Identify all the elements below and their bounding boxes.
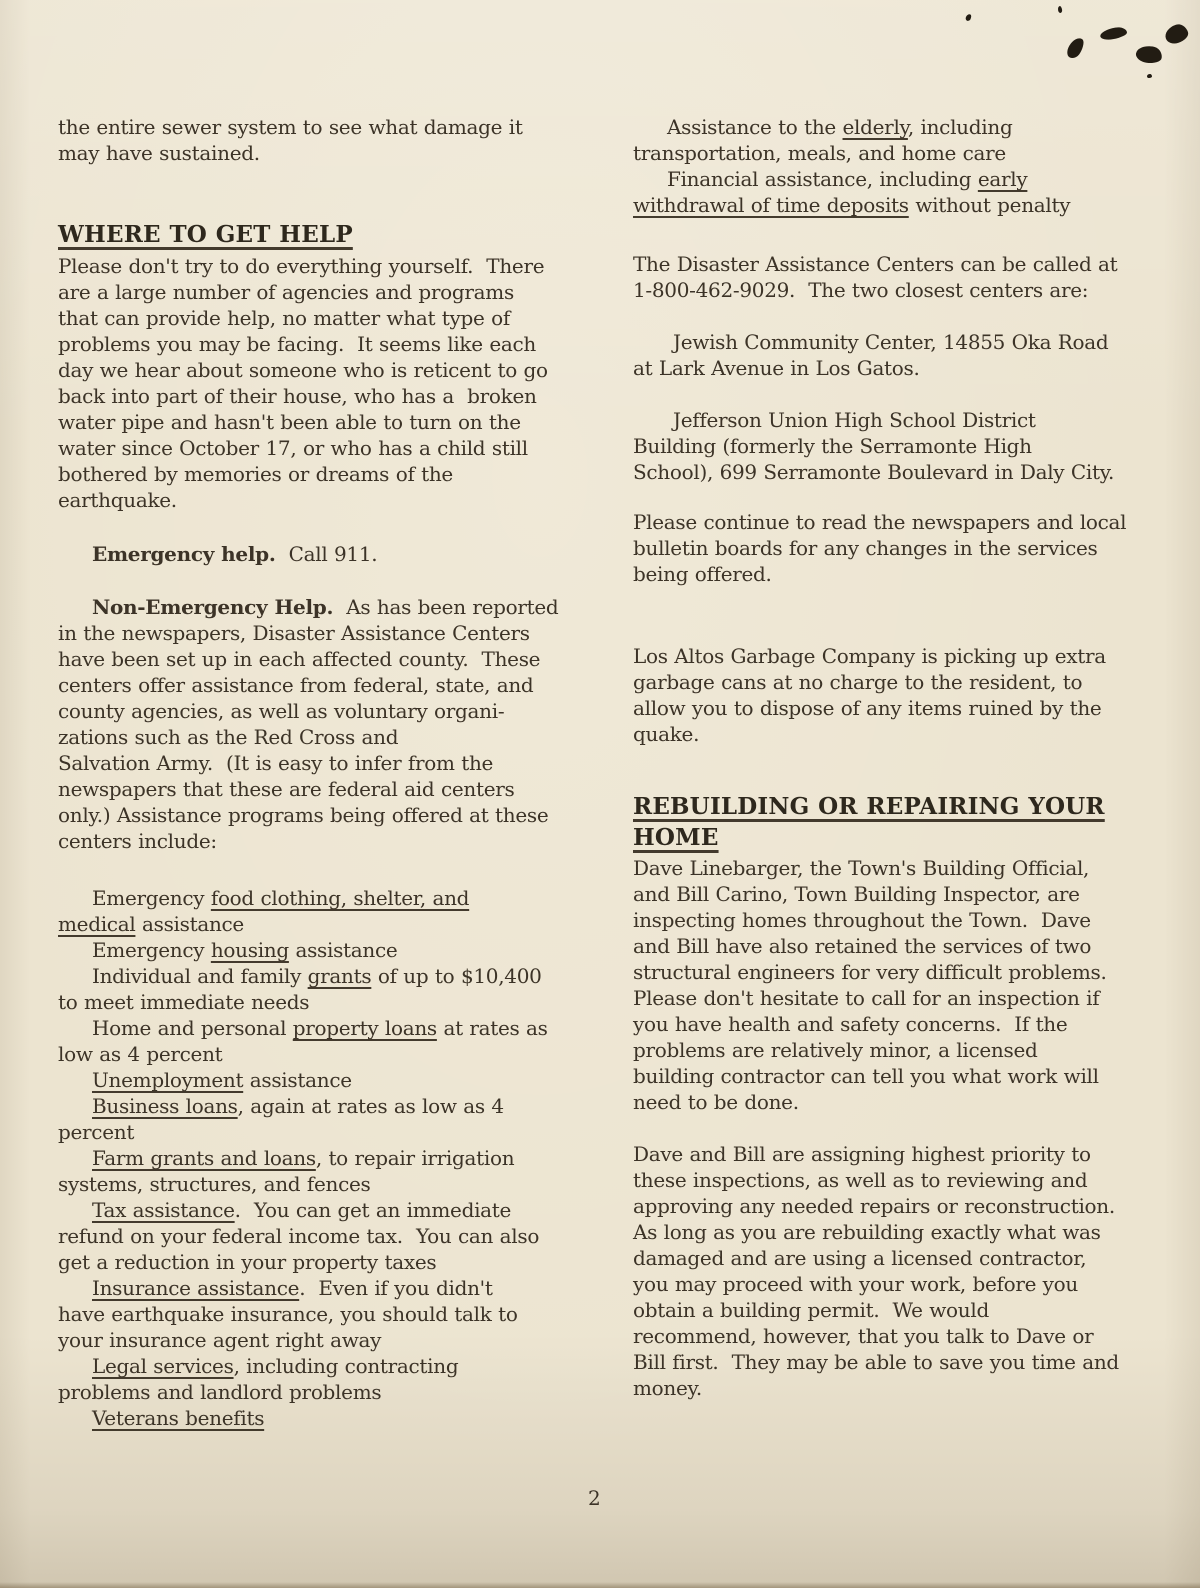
text-line bbox=[633, 907, 1148, 933]
text-segment: problems and landlord problems bbox=[58, 1380, 382, 1404]
text-segment: assistance bbox=[243, 1068, 352, 1092]
text-line bbox=[633, 1375, 1148, 1401]
text-segment: of up to $10,400 bbox=[371, 964, 542, 988]
text-segment: As has been reported bbox=[333, 595, 559, 619]
text-segment: need to be done. bbox=[633, 1090, 799, 1114]
text-segment: you may proceed with your work, before you bbox=[633, 1272, 1079, 1296]
section-heading-rebuilding bbox=[633, 791, 1148, 853]
text-line bbox=[633, 791, 1148, 822]
underlined-text: WHERE TO GET HELP bbox=[58, 221, 353, 248]
text-segment: Call 911. bbox=[275, 542, 378, 566]
text-line bbox=[58, 253, 606, 279]
text-line bbox=[58, 1405, 606, 1431]
text-segment: assistance bbox=[135, 912, 244, 936]
text-segment: assistance bbox=[288, 938, 398, 962]
text-segment: water since October 17, or who has a child still bbox=[58, 436, 528, 460]
text-segment: your insurance agent right away bbox=[58, 1328, 382, 1352]
text-segment: to meet immediate needs bbox=[58, 990, 310, 1014]
text-segment: problems are relatively minor, a licensed bbox=[633, 1038, 1038, 1062]
text-line bbox=[633, 114, 1148, 140]
text-segment: Bill first. They may be able to save you time and bbox=[633, 1350, 1119, 1374]
paragraph-dave-linebarger bbox=[633, 855, 1148, 1115]
text-line bbox=[58, 989, 606, 1015]
text-segment: As long as you are rebuilding exactly what was bbox=[633, 1220, 1101, 1244]
text-line bbox=[633, 985, 1148, 1011]
text-line bbox=[58, 1275, 606, 1301]
text-line bbox=[58, 541, 606, 567]
underlined-text: withdrawal of time deposits bbox=[633, 193, 909, 217]
paragraph-continue-reading bbox=[633, 509, 1148, 587]
text-line bbox=[58, 1015, 606, 1041]
underlined-text: early bbox=[977, 167, 1028, 191]
text-line bbox=[633, 561, 1148, 587]
text-line bbox=[58, 1067, 606, 1093]
left-column bbox=[58, 114, 606, 1431]
text-line bbox=[58, 1379, 606, 1405]
underlined-text: Legal services bbox=[92, 1354, 234, 1378]
text-line bbox=[58, 435, 606, 461]
text-segment: Non-Emergency Help. bbox=[92, 595, 334, 619]
text-segment: Please don't try to do everything yourself. There bbox=[58, 254, 545, 278]
paragraph-non-emergency-help bbox=[58, 594, 606, 854]
text-segment: approving any needed repairs or reconstruction. bbox=[633, 1194, 1115, 1218]
text-segment: School), 699 Serramonte Boulevard in Daly City. bbox=[633, 460, 1115, 484]
text-segment: the entire sewer system to see what damage it bbox=[58, 115, 523, 139]
text-segment: county agencies, as well as voluntary organi- bbox=[58, 699, 505, 723]
text-segment: . Even if you didn't bbox=[299, 1276, 493, 1300]
text-line bbox=[633, 166, 1148, 192]
text-line bbox=[58, 1249, 606, 1275]
paragraph-jewish-community-center bbox=[633, 329, 1148, 381]
text-line bbox=[633, 933, 1148, 959]
text-line bbox=[633, 535, 1148, 561]
text-line bbox=[58, 911, 606, 937]
text-line bbox=[633, 1011, 1148, 1037]
underlined-text: HOME bbox=[633, 824, 719, 851]
text-segment: , including contracting bbox=[233, 1354, 459, 1378]
text-segment: building contractor can tell you what work will bbox=[633, 1064, 1099, 1088]
underlined-text: Unemployment bbox=[92, 1068, 244, 1092]
text-segment: earthquake. bbox=[58, 488, 177, 512]
text-segment: newspapers that these are federal aid centers bbox=[58, 777, 515, 801]
text-segment: , to repair irrigation bbox=[315, 1146, 515, 1170]
text-segment: Assistance to the bbox=[667, 115, 843, 139]
text-line bbox=[633, 251, 1148, 277]
text-line bbox=[633, 1167, 1148, 1193]
text-segment: damaged and are using a licensed contractor, bbox=[633, 1246, 1087, 1270]
text-line bbox=[58, 114, 606, 140]
text-segment: quake. bbox=[633, 722, 700, 746]
text-line bbox=[633, 1219, 1148, 1245]
paragraph-emergency-help bbox=[58, 541, 606, 567]
text-line bbox=[58, 331, 606, 357]
text-segment: Jewish Community Center, 14855 Oka Road bbox=[673, 330, 1109, 354]
text-segment: at Lark Avenue in Los Gatos. bbox=[633, 356, 920, 380]
text-segment: low as 4 percent bbox=[58, 1042, 223, 1066]
text-line bbox=[633, 1245, 1148, 1271]
text-line bbox=[633, 1089, 1148, 1115]
text-segment: Emergency bbox=[92, 886, 211, 910]
text-line bbox=[633, 669, 1148, 695]
ink-speck bbox=[1057, 6, 1062, 14]
text-segment: Building (formerly the Serramonte High bbox=[633, 434, 1032, 458]
text-segment: day we hear about someone who is reticent to go bbox=[58, 358, 548, 382]
underlined-text: property loans bbox=[292, 1016, 437, 1040]
text-segment: you have health and safety concerns. If the bbox=[633, 1012, 1068, 1036]
text-line bbox=[58, 963, 606, 989]
text-segment: that can provide help, no matter what type of bbox=[58, 306, 510, 330]
text-line bbox=[58, 1301, 606, 1327]
text-line bbox=[633, 1063, 1148, 1089]
text-segment: Please continue to read the newspapers and local bbox=[633, 510, 1127, 534]
text-line bbox=[58, 1197, 606, 1223]
text-segment: bothered by memories or dreams of the bbox=[58, 462, 453, 486]
paragraph-jefferson-union bbox=[633, 407, 1148, 485]
text-segment: garbage cans at no charge to the resident, to bbox=[633, 670, 1083, 694]
text-segment: obtain a building permit. We would bbox=[633, 1298, 989, 1322]
text-segment: . You can get an immediate bbox=[234, 1198, 512, 1222]
text-segment: being offered. bbox=[633, 562, 772, 586]
text-line bbox=[58, 1171, 606, 1197]
text-line bbox=[58, 828, 606, 854]
text-segment: zations such as the Red Cross and bbox=[58, 725, 399, 749]
text-line bbox=[58, 305, 606, 331]
text-segment: recommend, however, that you talk to Dave or bbox=[633, 1324, 1094, 1348]
text-segment: money. bbox=[633, 1376, 702, 1400]
page-number: 2 bbox=[588, 1486, 601, 1510]
text-line bbox=[633, 959, 1148, 985]
underlined-text: Farm grants and loans bbox=[92, 1146, 316, 1170]
ink-speck bbox=[1147, 74, 1152, 78]
text-line bbox=[58, 140, 606, 166]
underlined-text: grants bbox=[307, 964, 372, 988]
text-segment: , again at rates as low as 4 bbox=[237, 1094, 504, 1118]
text-segment: problems you may be facing. It seems like each bbox=[58, 332, 536, 356]
text-segment: transportation, meals, and home care bbox=[633, 141, 1006, 165]
text-line bbox=[633, 459, 1148, 485]
text-segment: The Disaster Assistance Centers can be called at bbox=[633, 252, 1118, 276]
underlined-text: Insurance assistance bbox=[92, 1276, 300, 1300]
text-line bbox=[633, 855, 1148, 881]
text-segment: structural engineers for very difficult problems. bbox=[633, 960, 1107, 984]
text-line bbox=[58, 594, 606, 620]
text-line bbox=[58, 620, 606, 646]
underlined-text: REBUILDING OR REPAIRING YOUR bbox=[633, 793, 1105, 820]
paragraph-highest-priority bbox=[633, 1141, 1148, 1401]
text-line bbox=[633, 695, 1148, 721]
paragraph-dac-phone bbox=[633, 251, 1148, 303]
text-segment: Emergency bbox=[92, 938, 211, 962]
text-line bbox=[58, 802, 606, 828]
text-segment: water pipe and hasn't been able to turn on the bbox=[58, 410, 521, 434]
list-assistance-programs bbox=[58, 885, 606, 1431]
text-segment: centers include: bbox=[58, 829, 217, 853]
text-line bbox=[58, 1327, 606, 1353]
paragraph-sewer bbox=[58, 114, 606, 166]
text-segment: Home and personal bbox=[92, 1016, 293, 1040]
text-line bbox=[633, 329, 1148, 355]
underlined-text: housing bbox=[210, 938, 289, 962]
text-line bbox=[633, 407, 1148, 433]
text-segment: refund on your federal income tax. You can also bbox=[58, 1224, 540, 1248]
text-segment: , including bbox=[907, 115, 1013, 139]
text-line bbox=[633, 1141, 1148, 1167]
underlined-text: Business loans bbox=[92, 1094, 238, 1118]
text-segment: only.) Assistance programs being offered at these bbox=[58, 803, 549, 827]
text-segment: centers offer assistance from federal, state, and bbox=[58, 673, 534, 697]
text-segment: have been set up in each affected county. These bbox=[58, 647, 541, 671]
text-segment: Salvation Army. (It is easy to infer from the bbox=[58, 751, 494, 775]
text-line bbox=[633, 881, 1148, 907]
text-line bbox=[633, 643, 1148, 669]
text-segment: inspecting homes throughout the Town. Dave bbox=[633, 908, 1091, 932]
text-line bbox=[633, 355, 1148, 381]
text-line bbox=[633, 192, 1148, 218]
ink-speck bbox=[1135, 44, 1163, 64]
text-segment: and Bill Carino, Town Building Inspector, are bbox=[633, 882, 1080, 906]
text-line bbox=[58, 776, 606, 802]
text-line bbox=[58, 383, 606, 409]
text-segment: 1-800-462-9029. The two closest centers are: bbox=[633, 278, 1089, 302]
text-segment: Please don't hesitate to call for an inspection if bbox=[633, 986, 1100, 1010]
text-segment: Jefferson Union High School District bbox=[673, 408, 1036, 432]
text-segment: in the newspapers, Disaster Assistance Centers bbox=[58, 621, 530, 645]
text-line bbox=[58, 646, 606, 672]
text-line bbox=[58, 409, 606, 435]
text-line bbox=[633, 140, 1148, 166]
text-line bbox=[633, 1037, 1148, 1063]
text-line bbox=[58, 937, 606, 963]
text-segment: Dave and Bill are assigning highest priority to bbox=[633, 1142, 1091, 1166]
text-line bbox=[58, 279, 606, 305]
text-segment: Los Altos Garbage Company is picking up extra bbox=[633, 644, 1106, 668]
text-line bbox=[633, 1297, 1148, 1323]
text-line bbox=[58, 1353, 606, 1379]
text-line bbox=[58, 219, 606, 250]
text-line bbox=[633, 822, 1148, 853]
text-segment: and Bill have also retained the services of two bbox=[633, 934, 1092, 958]
text-line bbox=[58, 1145, 606, 1171]
text-line bbox=[58, 672, 606, 698]
text-line bbox=[633, 1193, 1148, 1219]
text-segment: back into part of their house, who has a broken bbox=[58, 384, 537, 408]
text-segment: get a reduction in your property taxes bbox=[58, 1250, 437, 1274]
text-line bbox=[58, 487, 606, 513]
text-segment: bulletin boards for any changes in the services bbox=[633, 536, 1098, 560]
text-segment: systems, structures, and fences bbox=[58, 1172, 371, 1196]
ink-speck bbox=[1064, 35, 1086, 61]
ink-speck bbox=[1099, 26, 1128, 42]
text-line bbox=[58, 1223, 606, 1249]
underlined-text: Veterans benefits bbox=[92, 1406, 265, 1430]
text-line bbox=[58, 724, 606, 750]
text-line bbox=[58, 1041, 606, 1067]
text-line bbox=[58, 1093, 606, 1119]
text-segment: allow you to dispose of any items ruined by the bbox=[633, 696, 1102, 720]
text-line bbox=[633, 1349, 1148, 1375]
ink-speck bbox=[965, 13, 972, 21]
text-segment: percent bbox=[58, 1120, 135, 1144]
text-segment: Dave Linebarger, the Town's Building Official, bbox=[633, 856, 1090, 880]
text-segment: may have sustained. bbox=[58, 141, 260, 165]
text-line bbox=[58, 750, 606, 776]
text-line bbox=[58, 698, 606, 724]
text-line bbox=[633, 433, 1148, 459]
underlined-text: food clothing, shelter, and bbox=[210, 886, 470, 910]
text-segment: these inspections, as well as to reviewing and bbox=[633, 1168, 1088, 1192]
underlined-text: elderly bbox=[842, 115, 908, 139]
text-segment: Individual and family bbox=[92, 964, 308, 988]
underlined-text: Tax assistance bbox=[92, 1198, 235, 1222]
text-segment: without penalty bbox=[908, 193, 1071, 217]
text-segment: Financial assistance, including bbox=[667, 167, 978, 191]
text-segment: are a large number of agencies and programs bbox=[58, 280, 514, 304]
text-segment: Emergency help. bbox=[92, 542, 276, 566]
text-line bbox=[58, 1119, 606, 1145]
text-line bbox=[633, 721, 1148, 747]
text-line bbox=[58, 885, 606, 911]
text-line bbox=[58, 461, 606, 487]
list-elderly-financial bbox=[633, 114, 1148, 218]
text-line bbox=[633, 1323, 1148, 1349]
paragraph-dont-do-everything bbox=[58, 253, 606, 513]
ink-speck bbox=[1163, 22, 1190, 46]
text-line bbox=[633, 509, 1148, 535]
text-line bbox=[58, 357, 606, 383]
text-segment: have earthquake insurance, you should talk to bbox=[58, 1302, 518, 1326]
paragraph-los-altos-garbage bbox=[633, 643, 1148, 747]
text-line bbox=[633, 277, 1148, 303]
text-line bbox=[633, 1271, 1148, 1297]
underlined-text: medical bbox=[58, 912, 136, 936]
right-column bbox=[633, 114, 1148, 1401]
section-heading-where-to-get-help bbox=[58, 219, 606, 250]
text-segment: at rates as bbox=[436, 1016, 548, 1040]
